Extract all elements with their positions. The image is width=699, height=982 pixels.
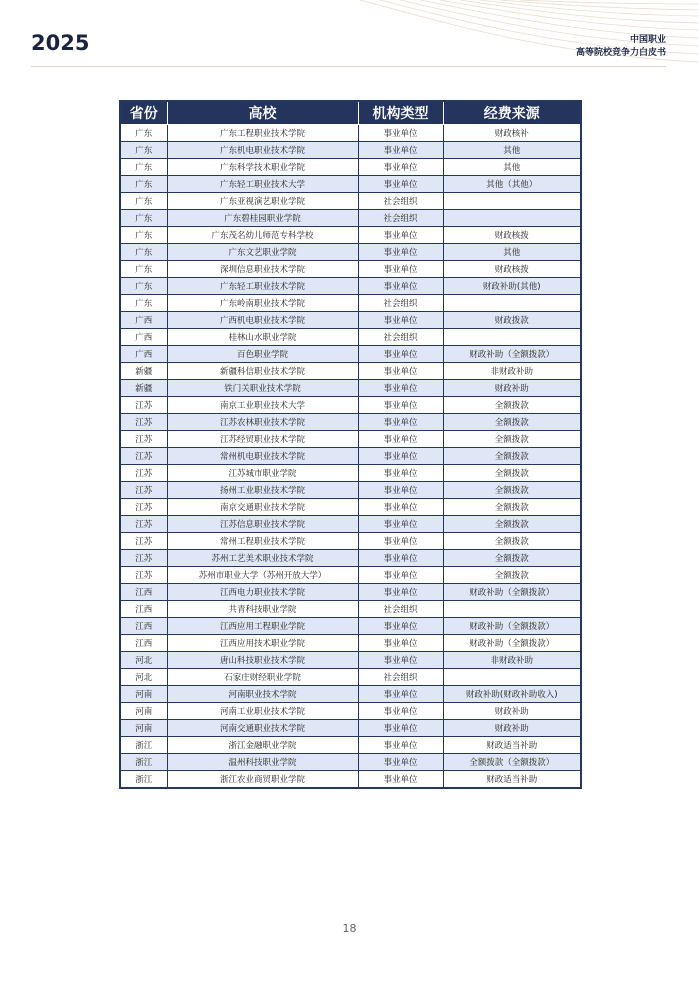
table-row [120,125,581,142]
cell-province: 河北 [120,669,167,686]
cell-org-type: 事业单位 [358,567,443,584]
cell-funding-source [443,329,581,346]
cell-funding-source [443,193,581,210]
cell-org-type: 事业单位 [358,278,443,295]
cell-college: 广东轻工职业技术大学 [167,176,358,193]
cell-funding-source: 其他 [443,142,581,159]
table-row [120,516,581,533]
cell-province: 广西 [120,312,167,329]
cell-org-type: 事业单位 [358,584,443,601]
cell-province: 江苏 [120,533,167,550]
cell-college: 江苏经贸职业技术学院 [167,431,358,448]
cell-province: 江西 [120,635,167,652]
cell-funding-source: 财政补助 [443,703,581,720]
cell-college: 广东文艺职业学院 [167,244,358,261]
table-row [120,635,581,652]
cell-province: 广东 [120,159,167,176]
table-row [120,584,581,601]
cell-college: 浙江金融职业学院 [167,737,358,754]
col-header-college: 高校 [167,101,358,125]
cell-college: 南京交通职业技术学院 [167,499,358,516]
col-header-org-type: 机构类型 [358,101,443,125]
cell-province: 河南 [120,703,167,720]
cell-org-type: 社会组织 [358,601,443,618]
cell-college: 共青科技职业学院 [167,601,358,618]
cell-college: 广东机电职业技术学院 [167,142,358,159]
cell-funding-source: 全额拨款 [443,499,581,516]
table-row [120,380,581,397]
cell-province: 江苏 [120,414,167,431]
cell-college: 江苏城市职业学院 [167,465,358,482]
cell-college: 唐山科技职业技术学院 [167,652,358,669]
table-row [120,465,581,482]
table-row [120,346,581,363]
cell-org-type: 事业单位 [358,176,443,193]
cell-org-type: 社会组织 [358,193,443,210]
cell-org-type: 事业单位 [358,550,443,567]
table-row [120,754,581,771]
cell-province: 新疆 [120,380,167,397]
table-row [120,567,581,584]
table-row [120,482,581,499]
cell-college: 扬州工业职业技术学院 [167,482,358,499]
cell-college: 广东岭南职业技术学院 [167,295,358,312]
cell-college: 新疆科信职业技术学院 [167,363,358,380]
table-row [120,533,581,550]
year-label: 2025 [31,31,90,55]
table-row [120,278,581,295]
cell-funding-source: 财政核拨 [443,261,581,278]
cell-college: 石家庄财经职业学院 [167,669,358,686]
cell-college: 广东亚视演艺职业学院 [167,193,358,210]
cell-college: 温州科技职业学院 [167,754,358,771]
cell-funding-source: 非财政补助 [443,652,581,669]
brand-line-2: 高等院校竞争力白皮书 [575,48,666,58]
cell-org-type: 事业单位 [358,159,443,176]
cell-college: 广西机电职业技术学院 [167,312,358,329]
cell-funding-source: 财政拨款 [443,312,581,329]
cell-funding-source: 财政补助 [443,720,581,737]
table-row [120,669,581,686]
cell-province: 浙江 [120,737,167,754]
cell-province: 广东 [120,295,167,312]
table-row [120,210,581,227]
cell-funding-source: 全额拨款 [443,482,581,499]
cell-province: 江苏 [120,397,167,414]
cell-college: 江苏农林职业技术学院 [167,414,358,431]
cell-college: 浙江农业商贸职业学院 [167,771,358,789]
cell-college: 河南交通职业技术学院 [167,720,358,737]
cell-province: 江苏 [120,465,167,482]
cell-funding-source: 全额拨款 [443,465,581,482]
cell-college: 广东茂名幼儿师范专科学校 [167,227,358,244]
cell-org-type: 事业单位 [358,652,443,669]
table-row [120,244,581,261]
table-row [120,142,581,159]
cell-province: 浙江 [120,754,167,771]
cell-province: 浙江 [120,771,167,789]
table-row [120,771,581,789]
cell-funding-source [443,295,581,312]
cell-college: 广东轻工职业技术学院 [167,278,358,295]
cell-funding-source: 全额拨款 [443,550,581,567]
cell-org-type: 事业单位 [358,754,443,771]
cell-college: 常州机电职业技术学院 [167,448,358,465]
cell-org-type: 事业单位 [358,686,443,703]
cell-province: 江苏 [120,499,167,516]
cell-funding-source: 其他（其他） [443,176,581,193]
table-row [120,295,581,312]
table-row [120,312,581,329]
page-number: 18 [342,922,357,935]
cell-org-type: 事业单位 [358,142,443,159]
cell-province: 河南 [120,686,167,703]
cell-org-type: 事业单位 [358,312,443,329]
cell-college: 南京工业职业技术大学 [167,397,358,414]
cell-province: 广西 [120,329,167,346]
cell-org-type: 事业单位 [358,414,443,431]
cell-college: 江西应用技术职业学院 [167,635,358,652]
cell-funding-source: 财政补助（全额拨款） [443,584,581,601]
cell-province: 广东 [120,142,167,159]
cell-province: 广东 [120,278,167,295]
cell-province: 江苏 [120,448,167,465]
cell-province: 广东 [120,261,167,278]
cell-college: 桂林山水职业学院 [167,329,358,346]
cell-province: 江苏 [120,550,167,567]
cell-funding-source: 全额拨款 [443,567,581,584]
cell-funding-source: 全额拨款 [443,516,581,533]
cell-org-type: 事业单位 [358,703,443,720]
header-divider [31,66,666,67]
cell-org-type: 事业单位 [358,737,443,754]
cell-province: 广东 [120,193,167,210]
brand-line-1: 中国职业 [629,35,666,45]
table-row [120,261,581,278]
cell-college: 苏州市职业大学（苏州开放大学） [167,567,358,584]
cell-province: 江苏 [120,516,167,533]
cell-province: 江苏 [120,482,167,499]
cell-funding-source: 财政适当补助 [443,771,581,789]
cell-org-type: 事业单位 [358,771,443,789]
cell-org-type: 事业单位 [358,618,443,635]
table-row [120,499,581,516]
cell-org-type: 社会组织 [358,669,443,686]
cell-college: 百色职业学院 [167,346,358,363]
cell-funding-source: 全额拨款 [443,431,581,448]
table-row [120,601,581,618]
cell-funding-source: 其他 [443,159,581,176]
table-body [120,125,581,789]
cell-funding-source: 财政补助（全额拨款） [443,635,581,652]
cell-province: 江西 [120,601,167,618]
cell-funding-source [443,210,581,227]
cell-org-type: 事业单位 [358,125,443,142]
table-row [120,397,581,414]
cell-province: 江西 [120,618,167,635]
cell-funding-source: 财政补助(财政补助收入) [443,686,581,703]
cell-funding-source: 全额拨款（全额拨款） [443,754,581,771]
table-row [120,227,581,244]
cell-funding-source: 财政核拨 [443,227,581,244]
cell-funding-source: 财政补助 [443,380,581,397]
cell-funding-source: 财政补助(其他) [443,278,581,295]
cell-province: 河南 [120,720,167,737]
cell-province: 江苏 [120,431,167,448]
table-row [120,363,581,380]
table-row [120,737,581,754]
cell-org-type: 事业单位 [358,533,443,550]
cell-org-type: 事业单位 [358,363,443,380]
cell-province: 广东 [120,176,167,193]
cell-college: 常州工程职业技术学院 [167,533,358,550]
cell-funding-source: 全额拨款 [443,397,581,414]
cell-org-type: 事业单位 [358,448,443,465]
table-row [120,329,581,346]
table-row [120,431,581,448]
cell-org-type: 事业单位 [358,346,443,363]
cell-org-type: 事业单位 [358,380,443,397]
table-row [120,652,581,669]
cell-funding-source: 财政补助（全额拨款） [443,618,581,635]
table-row [120,193,581,210]
cell-college: 铁门关职业技术学院 [167,380,358,397]
cell-college: 苏州工艺美术职业技术学院 [167,550,358,567]
cell-college: 江西应用工程职业学院 [167,618,358,635]
cell-org-type: 事业单位 [358,465,443,482]
cell-funding-source: 财政适当补助 [443,737,581,754]
cell-province: 江苏 [120,567,167,584]
college-funding-table [119,100,582,789]
cell-college: 河南工业职业技术学院 [167,703,358,720]
cell-funding-source: 财政补助（全额拨款） [443,346,581,363]
cell-college: 广东碧桂园职业学院 [167,210,358,227]
cell-college: 江西电力职业技术学院 [167,584,358,601]
cell-funding-source [443,669,581,686]
cell-province: 广东 [120,244,167,261]
cell-org-type: 事业单位 [358,431,443,448]
table-row [120,720,581,737]
cell-funding-source: 财政核补 [443,125,581,142]
cell-org-type: 事业单位 [358,482,443,499]
cell-college: 江苏信息职业技术学院 [167,516,358,533]
table-row [120,618,581,635]
table-row [120,159,581,176]
col-header-province: 省份 [120,101,167,125]
cell-college: 广东工程职业技术学院 [167,125,358,142]
cell-college: 广东科学技术职业学院 [167,159,358,176]
cell-org-type: 事业单位 [358,227,443,244]
cell-province: 江西 [120,584,167,601]
cell-org-type: 社会组织 [358,295,443,312]
table-row [120,414,581,431]
cell-org-type: 事业单位 [358,244,443,261]
cell-org-type: 事业单位 [358,397,443,414]
cell-org-type: 事业单位 [358,720,443,737]
cell-province: 新疆 [120,363,167,380]
table-row [120,550,581,567]
table-row [120,686,581,703]
cell-org-type: 社会组织 [358,210,443,227]
cell-org-type: 事业单位 [358,499,443,516]
cell-province: 广东 [120,125,167,142]
cell-funding-source: 全额拨款 [443,533,581,550]
cell-province: 广西 [120,346,167,363]
brand-title [576,34,666,60]
cell-province: 河北 [120,652,167,669]
table-row [120,448,581,465]
cell-funding-source: 其他 [443,244,581,261]
table-row [120,703,581,720]
cell-funding-source: 非财政补助 [443,363,581,380]
cell-funding-source: 全额拨款 [443,448,581,465]
cell-funding-source [443,601,581,618]
cell-org-type: 事业单位 [358,635,443,652]
cell-college: 河南职业技术学院 [167,686,358,703]
cell-province: 广东 [120,210,167,227]
table-header-row [120,101,581,125]
cell-province: 广东 [120,227,167,244]
cell-org-type: 事业单位 [358,261,443,278]
cell-org-type: 事业单位 [358,516,443,533]
cell-college: 深圳信息职业技术学院 [167,261,358,278]
col-header-funding-source: 经费来源 [443,101,581,125]
cell-org-type: 社会组织 [358,329,443,346]
table-row [120,176,581,193]
cell-funding-source: 全额拨款 [443,414,581,431]
